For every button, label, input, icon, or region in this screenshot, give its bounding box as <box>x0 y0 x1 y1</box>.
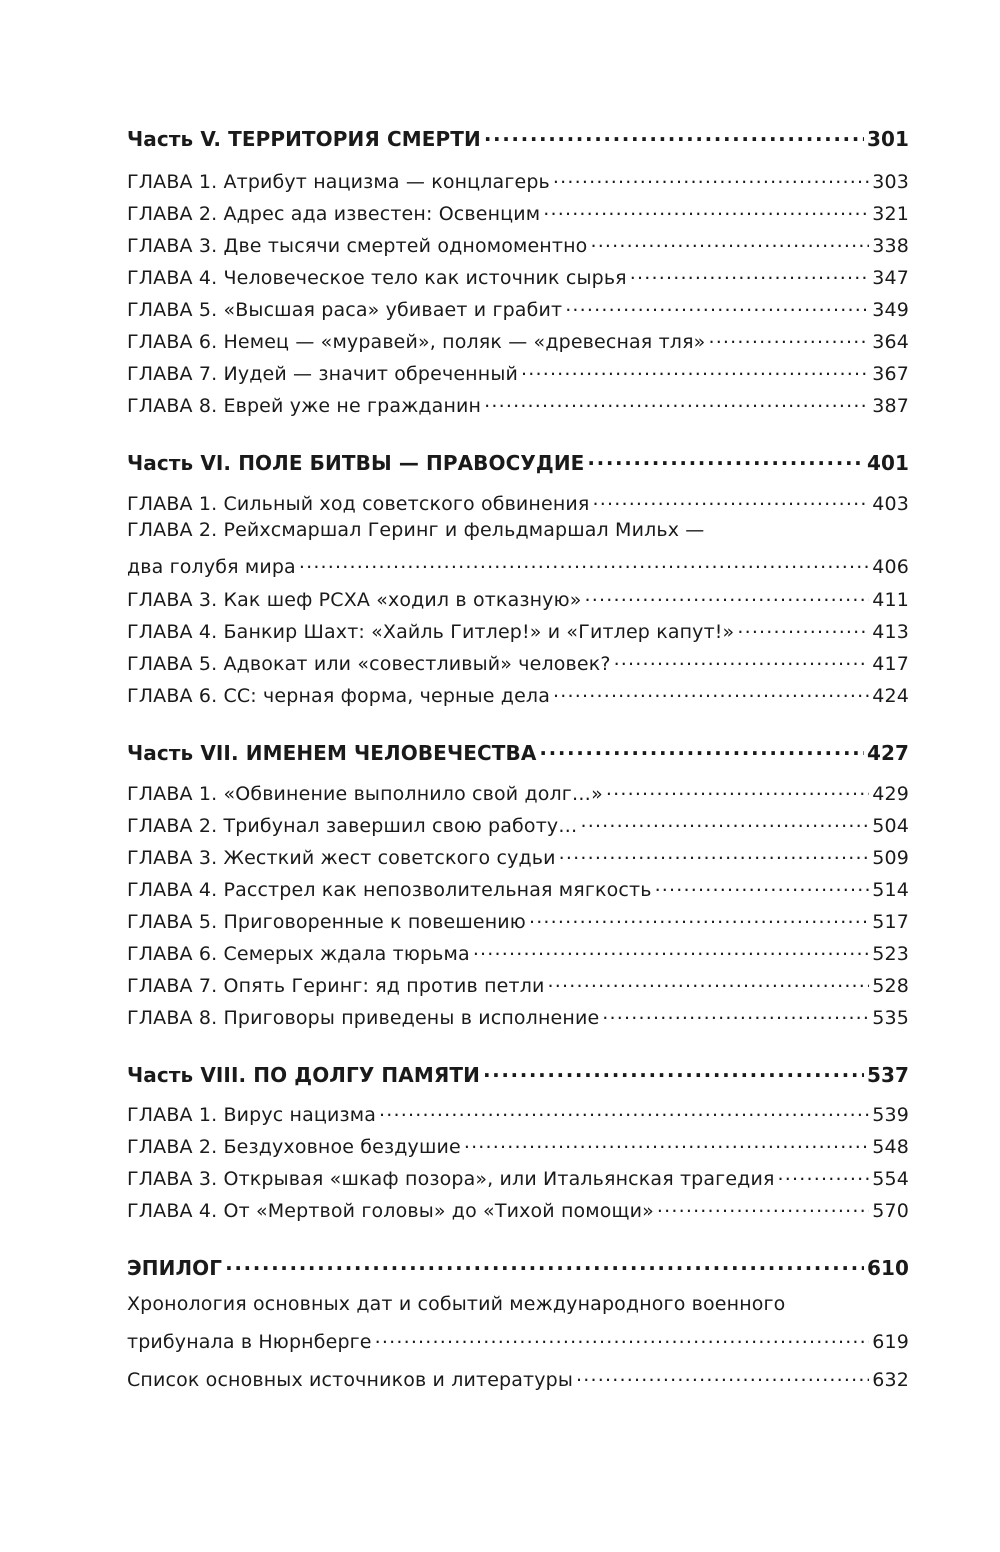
chapter-title: ГЛАВА 4. От «Мертвой головы» до «Тихой помощи» <box>127 1199 654 1222</box>
dot-leader <box>529 905 869 928</box>
toc-chapter[interactable] <box>127 487 909 515</box>
toc-chronology[interactable] <box>127 1325 909 1353</box>
page-number: 427 <box>866 741 909 765</box>
page-number: 429 <box>872 782 909 805</box>
page-number: 406 <box>872 555 909 578</box>
chronology-title: трибунала в Нюрнберге <box>127 1330 372 1353</box>
toc-chapter[interactable] <box>127 809 909 837</box>
chapter-title: ГЛАВА 2. Бездуховное бездушие <box>127 1135 461 1158</box>
chapter-title: ГЛАВА 3. Открывая «шкаф позора», или Итальянская трагедия <box>127 1167 775 1190</box>
toc-chapter[interactable] <box>127 615 909 643</box>
page-number: 528 <box>872 974 909 997</box>
page-number: 517 <box>872 910 909 933</box>
toc-chapter[interactable] <box>127 325 909 353</box>
toc-chapter[interactable] <box>127 647 909 675</box>
toc-part-heading[interactable] <box>127 736 909 765</box>
sources-title: Список основных источников и литературы <box>127 1368 574 1391</box>
page-number: 523 <box>872 942 909 965</box>
toc-chapter[interactable] <box>127 841 909 869</box>
dot-leader <box>585 583 870 606</box>
dot-leader <box>655 873 870 896</box>
page-number: 347 <box>872 266 909 289</box>
chapter-title: ГЛАВА 5. Адвокат или «совестливый» человек? <box>127 652 611 675</box>
chapter-title: ГЛАВА 5. Приговоренные к повешению <box>127 910 526 933</box>
part-title: Часть V. ТЕРРИТОРИЯ СМЕРТИ <box>127 127 481 151</box>
dot-leader <box>587 446 864 470</box>
page-number: 632 <box>872 1368 909 1391</box>
dot-leader <box>657 1194 869 1217</box>
toc-chapter[interactable] <box>127 1130 909 1158</box>
dot-leader <box>548 969 870 992</box>
epilogue-title: ЭПИЛОГ <box>127 1256 223 1280</box>
toc-chapter[interactable] <box>127 1162 909 1190</box>
page-number: 401 <box>866 451 909 475</box>
page-number: 413 <box>872 620 909 643</box>
dot-leader <box>602 1001 869 1024</box>
chapter-title: ГЛАВА 6. Немец — «муравей», поляк — «древесная тля» <box>127 330 706 353</box>
page-number: 301 <box>866 127 909 151</box>
toc-chapter[interactable] <box>127 679 909 707</box>
dot-leader <box>473 937 869 960</box>
page-number: 570 <box>872 1199 909 1222</box>
chapter-title: ГЛАВА 8. Приговоры приведены в исполнение <box>127 1006 600 1029</box>
page-number: 539 <box>872 1103 909 1126</box>
dot-leader <box>576 1363 869 1386</box>
toc-chapter[interactable] <box>127 583 909 611</box>
toc-chapter[interactable] <box>127 777 909 805</box>
page-number: 367 <box>872 362 909 385</box>
dot-leader <box>225 1251 864 1275</box>
dot-leader <box>593 487 870 510</box>
chapter-title: ГЛАВА 8. Еврей уже не гражданин <box>127 394 482 417</box>
toc-part-heading[interactable] <box>127 1058 909 1087</box>
toc-chapter[interactable] <box>127 873 909 901</box>
dot-leader <box>379 1098 869 1121</box>
dot-leader <box>614 647 870 670</box>
dot-leader <box>590 229 869 252</box>
dot-leader <box>484 122 864 146</box>
toc-chapter[interactable] <box>127 229 909 257</box>
toc-chapter[interactable] <box>127 1098 909 1126</box>
toc-chapter[interactable] <box>127 357 909 385</box>
page-number: 364 <box>872 330 909 353</box>
chapter-title: ГЛАВА 1. Вирус нацизма <box>127 1103 377 1126</box>
toc-chapter[interactable] <box>127 905 909 933</box>
toc-chapter[interactable] <box>127 197 909 225</box>
toc-chapter[interactable] <box>127 937 909 965</box>
dot-leader <box>778 1162 870 1185</box>
dot-leader <box>375 1325 870 1348</box>
dot-leader <box>559 841 870 864</box>
page-number: 554 <box>872 1167 909 1190</box>
chronology-title-line1[interactable]: Хронология основных дат и событий международного военного <box>127 1293 786 1315</box>
chapter-title: ГЛАВА 4. Человеческое тело как источник сырья <box>127 266 627 289</box>
dot-leader <box>299 550 869 573</box>
page-number: 424 <box>872 684 909 707</box>
toc-sources[interactable] <box>127 1363 909 1391</box>
dot-leader <box>483 1058 864 1082</box>
chapter-title: ГЛАВА 3. Жесткий жест советского судьи <box>127 846 556 869</box>
page-number: 417 <box>872 652 909 675</box>
chapter-title: два голубя мира <box>127 555 296 578</box>
chapter-title: ГЛАВА 5. «Высшая раса» убивает и грабит <box>127 298 563 321</box>
chapter-title: ГЛАВА 6. СС: черная форма, черные дела <box>127 684 551 707</box>
dot-leader <box>737 615 869 638</box>
chapter-title: ГЛАВА 7. Иудей — значит обреченный <box>127 362 518 385</box>
chapter-title: ГЛАВА 3. Как шеф РСХА «ходил в отказную» <box>127 588 582 611</box>
page-number: 548 <box>872 1135 909 1158</box>
chapter-title: ГЛАВА 6. Семерых ждала тюрьма <box>127 942 470 965</box>
dot-leader <box>543 197 869 220</box>
page-number: 514 <box>872 878 909 901</box>
dot-leader <box>630 261 870 284</box>
chapter-title: ГЛАВА 4. Расстрел как непозволительная мягкость <box>127 878 652 901</box>
page-number: 321 <box>872 202 909 225</box>
page-number: 338 <box>872 234 909 257</box>
chapter-title: ГЛАВА 1. «Обвинение выполнило свой долг…» <box>127 782 603 805</box>
chapter-title: ГЛАВА 1. Атрибут нацизма — концлагерь <box>127 170 550 193</box>
page-number: 619 <box>872 1330 909 1353</box>
chapter-title-line1[interactable]: ГЛАВА 2. Рейхсмаршал Геринг и фельдмаршал Мильх — <box>127 519 705 541</box>
page-number: 411 <box>872 588 909 611</box>
toc-epilogue[interactable] <box>127 1251 909 1280</box>
toc-chapter[interactable] <box>127 389 909 417</box>
dot-leader <box>553 679 869 702</box>
dot-leader <box>539 736 864 760</box>
page-number: 504 <box>872 814 909 837</box>
part-title: Часть VIII. ПО ДОЛГУ ПАМЯТИ <box>127 1063 480 1087</box>
chapter-title: ГЛАВА 1. Сильный ход советского обвинения <box>127 492 590 515</box>
page-number: 535 <box>872 1006 909 1029</box>
part-title: Часть VI. ПОЛЕ БИТВЫ — ПРАВОСУДИЕ <box>127 451 585 475</box>
part-title: Часть VII. ИМЕНЕМ ЧЕЛОВЕЧЕСТВА <box>127 741 537 765</box>
toc-chapter[interactable] <box>127 165 909 193</box>
chapter-title: ГЛАВА 3. Две тысячи смертей одномоментно <box>127 234 588 257</box>
dot-leader <box>484 389 869 412</box>
dot-leader <box>708 325 869 348</box>
chapter-title: ГЛАВА 2. Адрес ада известен: Освенцим <box>127 202 541 225</box>
page-number: 349 <box>872 298 909 321</box>
toc-chapter[interactable] <box>127 293 909 321</box>
dot-leader <box>464 1130 869 1153</box>
page-number: 303 <box>872 170 909 193</box>
chapter-title: ГЛАВА 2. Трибунал завершил свою работу… <box>127 814 578 837</box>
dot-leader <box>553 165 869 188</box>
dot-leader <box>521 357 869 380</box>
toc-chapter[interactable] <box>127 261 909 289</box>
chapter-title: ГЛАВА 7. Опять Геринг: яд против петли <box>127 974 545 997</box>
dot-leader <box>565 293 869 316</box>
dot-leader <box>606 777 869 800</box>
page-number: 610 <box>866 1256 909 1280</box>
toc-chapter[interactable] <box>127 1001 909 1029</box>
page-number: 537 <box>866 1063 909 1087</box>
page-number: 509 <box>872 846 909 869</box>
toc-part-heading[interactable] <box>127 122 909 151</box>
dot-leader <box>580 809 869 832</box>
chapter-title: ГЛАВА 4. Банкир Шахт: «Хайль Гитлер!» и «Гитлер капут!» <box>127 620 735 643</box>
page-number: 387 <box>872 394 909 417</box>
toc-chapter[interactable] <box>127 1194 909 1222</box>
toc-chapter[interactable] <box>127 969 909 997</box>
toc-chapter[interactable] <box>127 550 909 578</box>
page-number: 403 <box>872 492 909 515</box>
toc-part-heading[interactable] <box>127 446 909 475</box>
